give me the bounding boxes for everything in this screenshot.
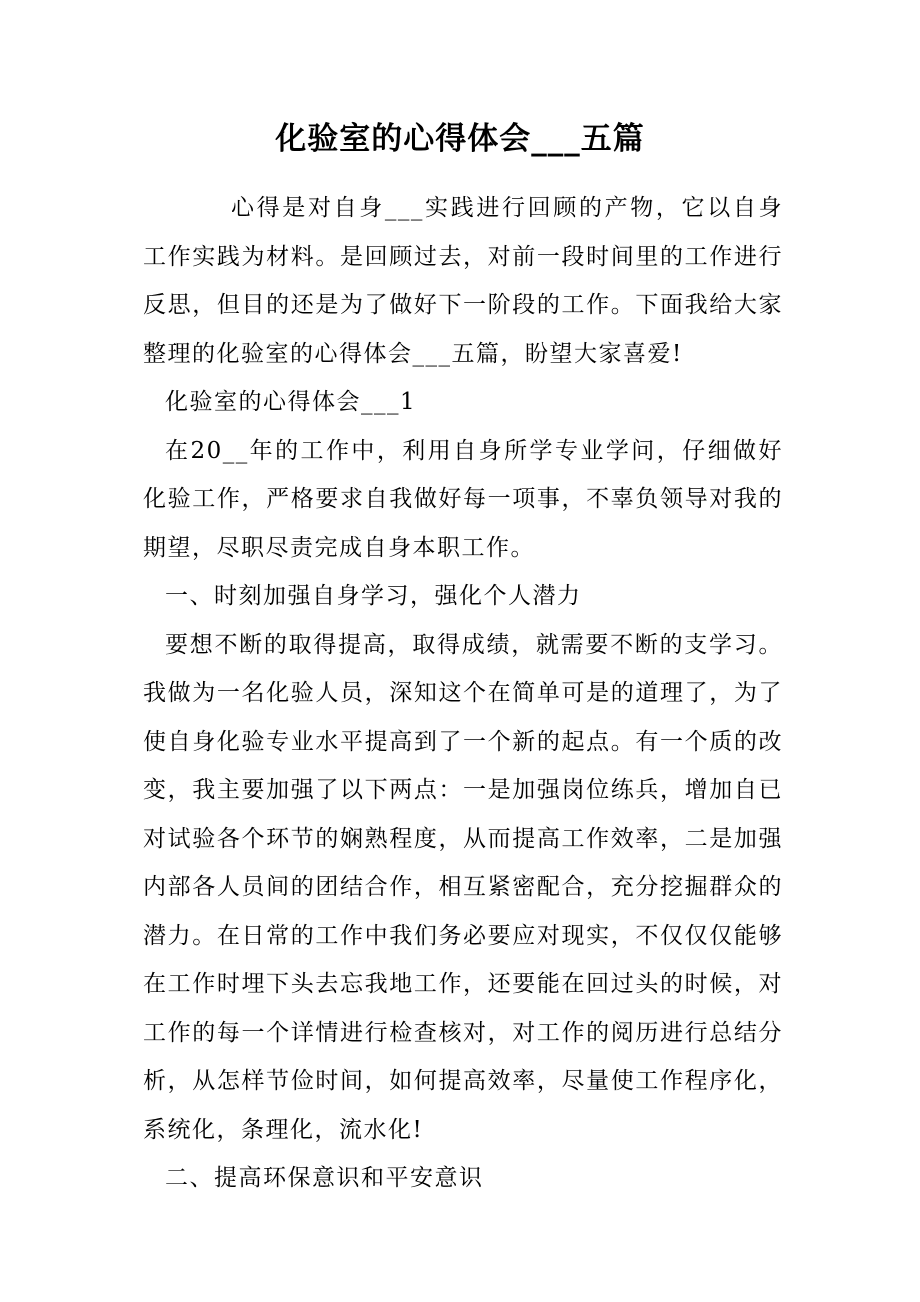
document-body (143, 184, 783, 1203)
body-paragraph: 要想不断的取得提高，取得成绩，就需要不断的支学习。我做为一名化验人员，深知这个在简单可是的道理了，为了使自身化验专业水平提高到了一个新的起点。有一个质的改变，我主要加强了以下两点：一是加强岗位练兵，增加自已对试验各个环节的娴熟程度，从而提高工作效率，二是加强内部各人员间的团结合作，相互紧密配合，充分挖掘群众的潜力。在日常的工作中我们务必要应对现实，不仅仅仅能够在工作时埋下头去忘我地工作，还要能在回过头的时候，对工作的每一个详情进行检查核对，对工作的阅历进行总结分析，从怎样节俭时间，如何提高效率，尽量使工作程序化，系统化，条理化，流水化! (143, 631, 783, 1143)
document-title: 化验室的心得体会___五篇 (275, 121, 645, 157)
subsection-heading-2: 二、提高环保意识和平安意识 (165, 1165, 484, 1191)
subsection-heading-1: 一、时刻加强自身学习，强化个人潜力 (165, 583, 582, 609)
section-heading-1: 化验室的心得体会___1 (165, 389, 417, 415)
intro-paragraph: 心得是对自身___实践进行回顾的产物，它以自身工作实践为材料。是回顾过去，对前一段时间里的工作进行反思，但目的还是为了做好下一阶段的工作。下面我给大家整理的化验室的心得体会___五篇，盼望大家喜爱! (143, 195, 783, 367)
body-paragraph: 在20__年的工作中，利用自身所学专业学问，仔细做好化验工作，严格要求自我做好每一项事，不辜负领导对我的期望，尽职尽责完成自身本职工作。 (143, 437, 783, 561)
